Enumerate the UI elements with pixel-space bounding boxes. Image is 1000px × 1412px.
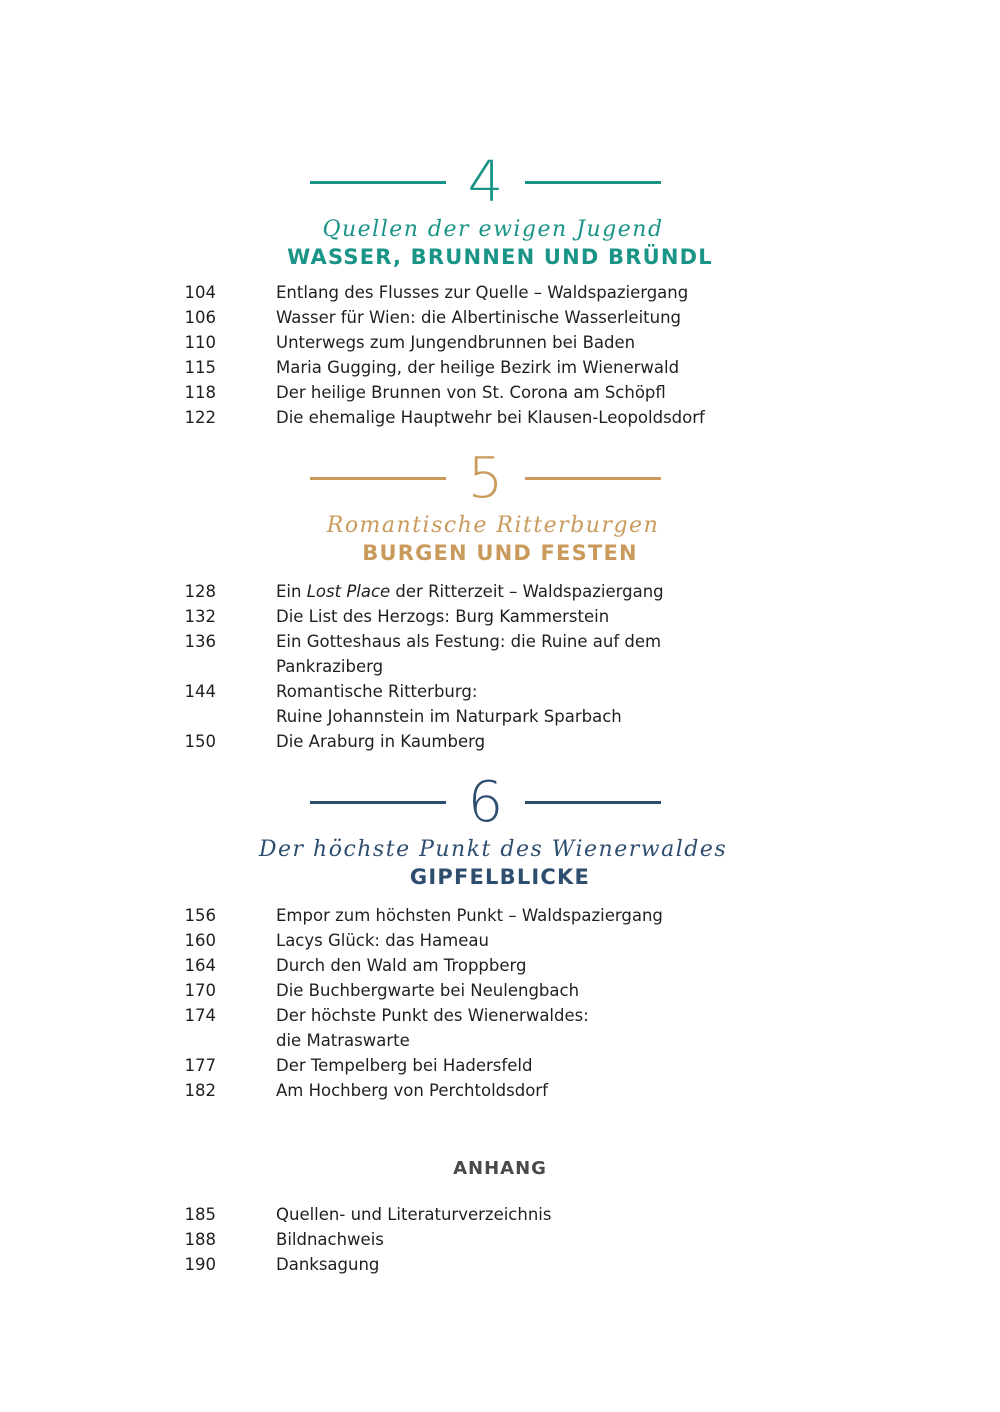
toc-entry[interactable] [0, 978, 1000, 1003]
entry-title: Lacys Glück: das Hameau [276, 931, 489, 950]
toc-entry[interactable] [0, 380, 1000, 405]
chapter-6-heading [0, 768, 1000, 890]
page-number: 160 [184, 931, 216, 950]
decorative-rule-right [525, 477, 661, 480]
chapter-number: 5 [467, 446, 504, 511]
page-number: 170 [184, 981, 216, 1000]
page-number: 118 [184, 383, 216, 402]
entry-title: Ein Gotteshaus als Festung: die Ruine auf dem Pankraziberg [276, 632, 662, 676]
page-number: 110 [184, 333, 216, 352]
chapter-5-heading [0, 444, 1000, 566]
entry-title: Danksagung [276, 1255, 380, 1274]
chapter-number: 4 [467, 150, 504, 215]
chapter-4-heading [0, 148, 1000, 270]
entry-title: Bildnachweis [276, 1230, 384, 1249]
page-number: 144 [184, 682, 216, 701]
page-number: 190 [184, 1255, 216, 1274]
chapter-number: 6 [467, 770, 504, 835]
page-number: 164 [184, 956, 216, 975]
toc-entry[interactable] [0, 579, 1000, 604]
page-number: 182 [184, 1081, 216, 1100]
toc-entry[interactable] [0, 330, 1000, 355]
chapter-subtitle: Quellen der ewigen Jugend [322, 217, 664, 242]
page-number: 128 [184, 582, 216, 601]
chapter-subtitle: Der höchste Punkt des Wienerwaldes [258, 837, 728, 862]
chapter-number-row [0, 148, 1000, 218]
page-number: 104 [184, 283, 216, 302]
page-number: 136 [184, 632, 216, 651]
toc-entry[interactable] [0, 679, 1000, 729]
appendix-title: ANHANG [453, 1158, 547, 1179]
toc-entry[interactable] [0, 953, 1000, 978]
chapter-4-entries [0, 280, 1000, 430]
toc-entry[interactable] [0, 1252, 1000, 1277]
chapter-6-entries [0, 903, 1000, 1103]
entry-title: Der höchste Punkt des Wienerwaldes: die Matraswarte [276, 1006, 589, 1050]
entry-title: Ein Lost Place der Ritterzeit – Waldspaziergang [276, 582, 664, 601]
entry-title: Maria Gugging, der heilige Bezirk im Wienerwald [276, 358, 680, 377]
page-number: 115 [184, 358, 216, 377]
entry-title: Die ehemalige Hauptwehr bei Klausen-Leopoldsdorf [276, 408, 705, 427]
chapter-number-row [0, 444, 1000, 514]
toc-entry[interactable] [0, 928, 1000, 953]
toc-entry[interactable] [0, 1078, 1000, 1103]
appendix-entries [0, 1202, 1000, 1277]
toc-entry[interactable] [0, 355, 1000, 380]
page-number: 156 [184, 906, 216, 925]
decorative-rule-left [310, 801, 446, 804]
page-number: 132 [184, 607, 216, 626]
toc-entry[interactable] [0, 1053, 1000, 1078]
chapter-title: BURGEN UND FESTEN [362, 541, 638, 565]
page-number: 106 [184, 308, 216, 327]
entry-title: Der Tempelberg bei Hadersfeld [276, 1056, 533, 1075]
toc-entry[interactable] [0, 729, 1000, 754]
decorative-rule-right [525, 181, 661, 184]
decorative-rule-right [525, 801, 661, 804]
page-number: 177 [184, 1056, 216, 1075]
decorative-rule-left [310, 477, 446, 480]
toc-entry[interactable] [0, 903, 1000, 928]
toc-entry[interactable] [0, 604, 1000, 629]
decorative-rule-left [310, 181, 446, 184]
toc-entry[interactable] [0, 305, 1000, 330]
entry-title: Durch den Wald am Troppberg [276, 956, 527, 975]
toc-entry[interactable] [0, 1003, 1000, 1053]
entry-title: Unterwegs zum Jungendbrunnen bei Baden [276, 333, 636, 352]
toc-entry[interactable] [0, 1227, 1000, 1252]
entry-title: Romantische Ritterburg: Ruine Johannstein im Naturpark Sparbach [276, 682, 622, 726]
toc-entry[interactable] [0, 280, 1000, 305]
entry-title: Die List des Herzogs: Burg Kammerstein [276, 607, 610, 626]
chapter-number-row [0, 768, 1000, 838]
toc-entry[interactable] [0, 629, 1000, 679]
entry-title: Entlang des Flusses zur Quelle – Waldspaziergang [276, 283, 689, 302]
entry-title: Quellen- und Literaturverzeichnis [276, 1205, 552, 1224]
chapter-title: WASSER, BRUNNEN UND BRÜNDL [287, 245, 713, 269]
page-number: 188 [184, 1230, 216, 1249]
page-number: 150 [184, 732, 216, 751]
page-number: 122 [184, 408, 216, 427]
toc-entry[interactable] [0, 1202, 1000, 1227]
chapter-5-entries [0, 579, 1000, 754]
entry-title: Die Araburg in Kaumberg [276, 732, 486, 751]
page-number: 174 [184, 1006, 216, 1025]
chapter-title: GIPFELBLICKE [409, 865, 591, 889]
entry-title: Die Buchbergwarte bei Neulengbach [276, 981, 580, 1000]
entry-title: Empor zum höchsten Punkt – Waldspaziergang [276, 906, 663, 925]
toc-entry[interactable] [0, 405, 1000, 430]
entry-title: Am Hochberg von Perchtoldsdorf [276, 1081, 548, 1100]
entry-title: Der heilige Brunnen von St. Corona am Schöpfl [276, 383, 666, 402]
page-number: 185 [184, 1205, 216, 1224]
chapter-subtitle: Romantische Ritterburgen [326, 513, 660, 538]
emphasis-text: Lost Place [306, 582, 391, 601]
entry-title: Wasser für Wien: die Albertinische Wasserleitung [276, 308, 682, 327]
